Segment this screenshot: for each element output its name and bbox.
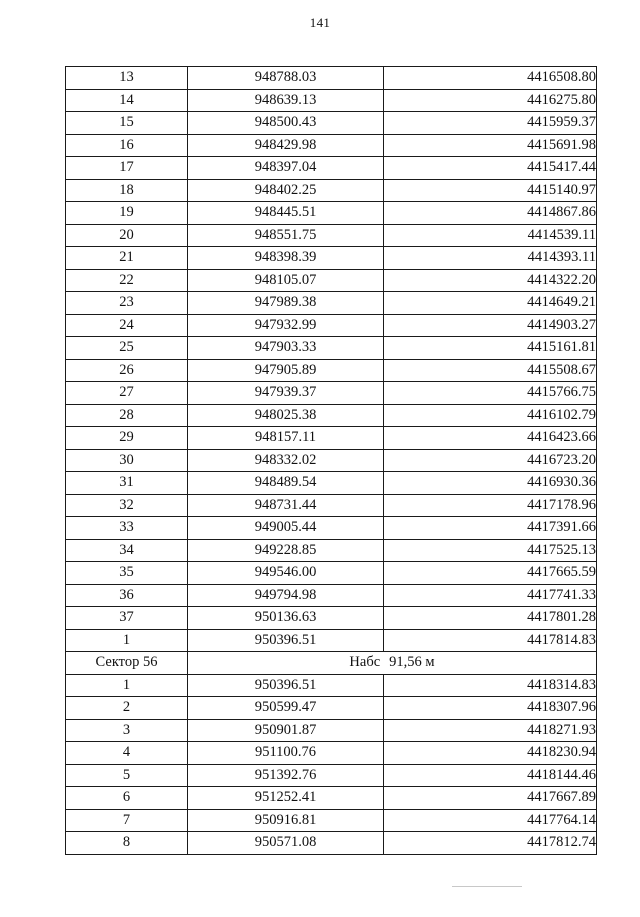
table-row <box>66 832 597 855</box>
point-number-cell: 37 <box>66 607 188 630</box>
table-row <box>66 247 597 270</box>
point-number-cell: 2 <box>66 697 188 720</box>
table-row <box>66 404 597 427</box>
point-number-cell: 3 <box>66 719 188 742</box>
y-coordinate-cell: 4414867.86 <box>384 202 597 225</box>
point-number-cell: 25 <box>66 337 188 360</box>
point-number-cell: 13 <box>66 67 188 90</box>
x-coordinate-cell: 950901.87 <box>188 719 384 742</box>
x-coordinate-cell: 950916.81 <box>188 809 384 832</box>
x-coordinate-cell: 948332.02 <box>188 449 384 472</box>
point-number-cell: 27 <box>66 382 188 405</box>
coordinates-rows-before <box>66 67 597 652</box>
table-row <box>66 764 597 787</box>
y-coordinate-cell: 4416930.36 <box>384 472 597 495</box>
x-coordinate-cell: 948639.13 <box>188 89 384 112</box>
point-number-cell: 32 <box>66 494 188 517</box>
table-row <box>66 269 597 292</box>
x-coordinate-cell: 948429.98 <box>188 134 384 157</box>
point-number-cell: 7 <box>66 809 188 832</box>
y-coordinate-cell: 4414903.27 <box>384 314 597 337</box>
y-coordinate-cell: 4415766.75 <box>384 382 597 405</box>
x-coordinate-cell: 948402.25 <box>188 179 384 202</box>
table-row <box>66 134 597 157</box>
point-number-cell: 34 <box>66 539 188 562</box>
point-number-cell: 28 <box>66 404 188 427</box>
table-row <box>66 472 597 495</box>
x-coordinate-cell: 950571.08 <box>188 832 384 855</box>
y-coordinate-cell: 4417801.28 <box>384 607 597 630</box>
y-coordinate-cell: 4418230.94 <box>384 742 597 765</box>
x-coordinate-cell: 948551.75 <box>188 224 384 247</box>
point-number-cell: 5 <box>66 764 188 787</box>
y-coordinate-cell: 4417665.59 <box>384 562 597 585</box>
point-number-cell: 4 <box>66 742 188 765</box>
table-row <box>66 359 597 382</box>
x-coordinate-cell: 949794.98 <box>188 584 384 607</box>
x-coordinate-cell: 950136.63 <box>188 607 384 630</box>
y-coordinate-cell: 4415417.44 <box>384 157 597 180</box>
point-number-cell: 30 <box>66 449 188 472</box>
x-coordinate-cell: 951252.41 <box>188 787 384 810</box>
point-number-cell: 36 <box>66 584 188 607</box>
y-coordinate-cell: 4416723.20 <box>384 449 597 472</box>
point-number-cell: 29 <box>66 427 188 450</box>
table-row <box>66 517 597 540</box>
point-number-cell: 15 <box>66 112 188 135</box>
coordinates-table <box>65 66 597 855</box>
x-coordinate-cell: 948731.44 <box>188 494 384 517</box>
table-row <box>66 314 597 337</box>
table-row <box>66 787 597 810</box>
table-row <box>66 112 597 135</box>
point-number-cell: 8 <box>66 832 188 855</box>
table-row <box>66 67 597 90</box>
page-number: 141 <box>309 15 331 30</box>
table-row <box>66 382 597 405</box>
y-coordinate-cell: 4417178.96 <box>384 494 597 517</box>
point-number-cell: 6 <box>66 787 188 810</box>
y-coordinate-cell: 4417814.83 <box>384 629 597 652</box>
y-coordinate-cell: 4415691.98 <box>384 134 597 157</box>
table-row <box>66 562 597 585</box>
x-coordinate-cell: 948105.07 <box>188 269 384 292</box>
scan-mark <box>452 886 522 887</box>
y-coordinate-cell: 4416102.79 <box>384 404 597 427</box>
x-coordinate-cell: 947932.99 <box>188 314 384 337</box>
table-row <box>66 157 597 180</box>
point-number-cell: 16 <box>66 134 188 157</box>
y-coordinate-cell: 4416423.66 <box>384 427 597 450</box>
x-coordinate-cell: 950396.51 <box>188 629 384 652</box>
point-number-cell: 18 <box>66 179 188 202</box>
table-row <box>66 719 597 742</box>
table-row <box>66 697 597 720</box>
coordinates-rows-after <box>66 674 597 854</box>
point-number-cell: 23 <box>66 292 188 315</box>
x-coordinate-cell: 948398.39 <box>188 247 384 270</box>
x-coordinate-cell: 947903.33 <box>188 337 384 360</box>
point-number-cell: 20 <box>66 224 188 247</box>
x-coordinate-cell: 949228.85 <box>188 539 384 562</box>
point-number-cell: 22 <box>66 269 188 292</box>
y-coordinate-cell: 4418144.46 <box>384 764 597 787</box>
sector-label: Сектор 56 <box>66 652 188 675</box>
x-coordinate-cell: 949005.44 <box>188 517 384 540</box>
x-coordinate-cell: 948397.04 <box>188 157 384 180</box>
y-coordinate-cell: 4415508.67 <box>384 359 597 382</box>
x-coordinate-cell: 950599.47 <box>188 697 384 720</box>
y-coordinate-cell: 4415161.81 <box>384 337 597 360</box>
table-row <box>66 427 597 450</box>
point-number-cell: 35 <box>66 562 188 585</box>
point-number-cell: 21 <box>66 247 188 270</box>
point-number-cell: 24 <box>66 314 188 337</box>
y-coordinate-cell: 4414539.11 <box>384 224 597 247</box>
x-coordinate-cell: 949546.00 <box>188 562 384 585</box>
table-row <box>66 742 597 765</box>
y-coordinate-cell: 4418271.93 <box>384 719 597 742</box>
table-row <box>66 494 597 517</box>
point-number-cell: 26 <box>66 359 188 382</box>
x-coordinate-cell: 947905.89 <box>188 359 384 382</box>
sector-elevation-label: Набс <box>349 654 381 671</box>
table-row <box>66 539 597 562</box>
y-coordinate-cell: 4417812.74 <box>384 832 597 855</box>
table-row <box>66 202 597 225</box>
y-coordinate-cell: 4414393.11 <box>384 247 597 270</box>
point-number-cell: 19 <box>66 202 188 225</box>
x-coordinate-cell: 948500.43 <box>188 112 384 135</box>
table-row <box>66 629 597 652</box>
table-row <box>66 809 597 832</box>
table-row <box>66 179 597 202</box>
x-coordinate-cell: 948157.11 <box>188 427 384 450</box>
point-number-cell: 1 <box>66 629 188 652</box>
table-row <box>66 674 597 697</box>
table-row <box>66 584 597 607</box>
y-coordinate-cell: 4416275.80 <box>384 89 597 112</box>
point-number-cell: 17 <box>66 157 188 180</box>
y-coordinate-cell: 4418314.83 <box>384 674 597 697</box>
table-row <box>66 449 597 472</box>
y-coordinate-cell: 4415140.97 <box>384 179 597 202</box>
y-coordinate-cell: 4418307.96 <box>384 697 597 720</box>
table-row <box>66 89 597 112</box>
x-coordinate-cell: 948788.03 <box>188 67 384 90</box>
x-coordinate-cell: 948025.38 <box>188 404 384 427</box>
point-number-cell: 31 <box>66 472 188 495</box>
y-coordinate-cell: 4416508.80 <box>384 67 597 90</box>
y-coordinate-cell: 4417741.33 <box>384 584 597 607</box>
x-coordinate-cell: 951392.76 <box>188 764 384 787</box>
sector-elevation-value: 91,56 м <box>389 654 435 671</box>
x-coordinate-cell: 951100.76 <box>188 742 384 765</box>
x-coordinate-cell: 948489.54 <box>188 472 384 495</box>
sector-header-row <box>66 652 597 675</box>
point-number-cell: 1 <box>66 674 188 697</box>
x-coordinate-cell: 947989.38 <box>188 292 384 315</box>
x-coordinate-cell: 947939.37 <box>188 382 384 405</box>
y-coordinate-cell: 4417667.89 <box>384 787 597 810</box>
point-number-cell: 14 <box>66 89 188 112</box>
point-number-cell: 33 <box>66 517 188 540</box>
table-row <box>66 607 597 630</box>
sector-elevation <box>188 652 597 675</box>
table-row <box>66 292 597 315</box>
x-coordinate-cell: 950396.51 <box>188 674 384 697</box>
y-coordinate-cell: 4415959.37 <box>384 112 597 135</box>
table-row <box>66 337 597 360</box>
sector-header-group <box>66 652 597 675</box>
y-coordinate-cell: 4417764.14 <box>384 809 597 832</box>
y-coordinate-cell: 4414649.21 <box>384 292 597 315</box>
table-row <box>66 224 597 247</box>
y-coordinate-cell: 4414322.20 <box>384 269 597 292</box>
x-coordinate-cell: 948445.51 <box>188 202 384 225</box>
y-coordinate-cell: 4417391.66 <box>384 517 597 540</box>
y-coordinate-cell: 4417525.13 <box>384 539 597 562</box>
